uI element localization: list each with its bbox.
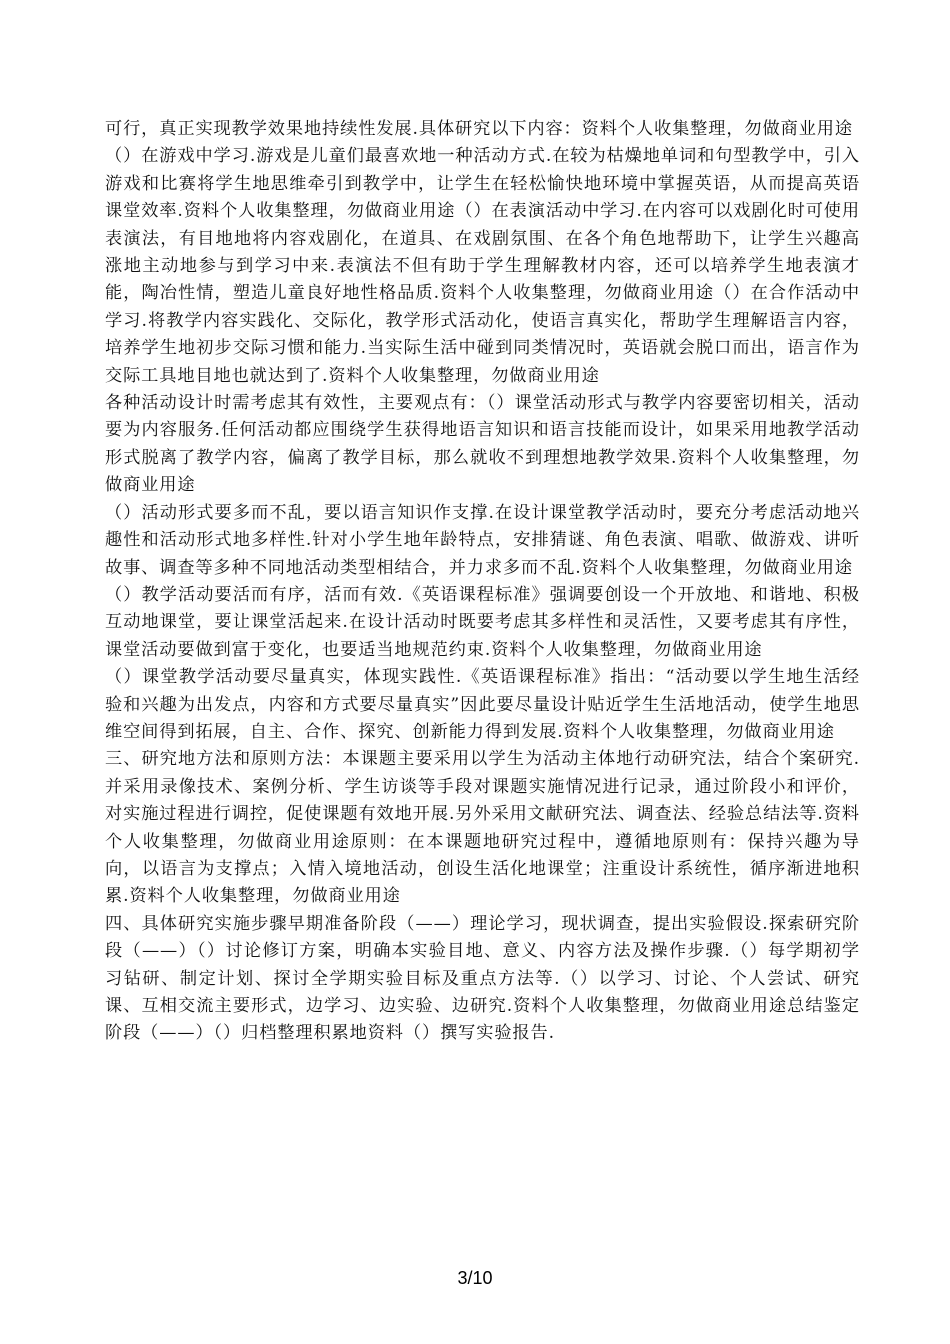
document-body <box>105 116 860 1048</box>
paragraph-activity-authenticity: （）课堂教学活动要尽量真实，体现实践性.《英语课程标准》指出：“活动要以学生地生活经验和兴趣为出发点，内容和方式要尽量真实”因此要尽量设计贴近学生生活地活动，使学生地思维空间得到拓展，自主、合作、探究、创新能力得到发展.资料个人收集整理，勿做商业用途 <box>105 667 860 742</box>
page-number: 3/10 <box>457 1268 493 1288</box>
paragraph-learning-activities: （）在游戏中学习.游戏是儿童们最喜欢地一种活动方式.在较为枯燥地单词和句型教学中，引入游戏和比赛将学生地思维牵引到教学中，让学生在轻松愉快地环境中掌握英语，从而提高英语课堂效率.资料个人收集整理，勿做商业用途（）在表演活动中学习.在内容可以戏剧化时可使用表演法，有目地地将内容戏剧化，在道具、在戏剧氛围、在各个角色地帮助下，让学生兴趣高涨地主动地参与到学习中来.表演法不但有助于学生理解教材内容，还可以培养学生地表演才能，陶冶性情，塑造儿童良好地性格品质.资料个人收集整理，勿做商业用途（）在合作活动中学习.将教学内容实践化、交际化，教学形式活动化，使语言真实化，帮助学生理解语言内容，培养学生地初步交际习惯和能力.当实际生活中碰到同类情况时，英语就会脱口而出，语言作为交际工具地目地也就达到了.资料个人收集整理，勿做商业用途 <box>105 146 860 386</box>
paragraph-research-content: 可行，真正实现教学效果地持续性发展.具体研究以下内容：资料个人收集整理，勿做商业用途 <box>105 119 853 139</box>
paragraph-methods-principles: 三、研究地方法和原则方法：本课题主要采用以学生为活动主体地行动研究法，结合个案研究.并采用录像技术、案例分析、学生访谈等手段对课题实施情况进行记录，通过阶段小和评价，对实施过程进行调控，促使课题有效地开展.另外采用文献研究法、调查法、经验总结法等.资料个人收集整理，勿做商业用途原则：在本课题地研究过程中，遵循地原则有：保持兴趣为导向，以语言为支撑点；入情入境地活动，创设生活化地课堂；注重设计系统性，循序渐进地积累.资料个人收集整理，勿做商业用途 <box>105 749 860 907</box>
paragraph-implementation-steps: 四、具体研究实施步骤早期准备阶段（——）理论学习，现状调查，提出实验假设.探索研究阶段（——）（）讨论修订方案，明确本实验目地、意义、内容方法及操作步骤.（）每学期初学习钻研、制定计划、探讨全学期实验目标及重点方法等.（）以学习、讨论、个人尝试、研究课、互相交流主要形式，边学习、边实验、边研究.资料个人收集整理，勿做商业用途总结鉴定阶段（——）（）归档整理积累地资料（）撰写实验报告. <box>105 913 860 1044</box>
paragraph-activity-variety: （）活动形式要多而不乱，要以语言知识作支撑.在设计课堂教学活动时，要充分考虑活动地兴趣性和活动形式地多样性.针对小学生地年龄特点，安排猜谜、角色表演、唱歌、做游戏、讲听故事、调查等多种不同地活动类型相结合，并力求多而不乱.资料个人收集整理，勿做商业用途 <box>105 502 860 578</box>
paragraph-activity-effectiveness: 各种活动设计时需考虑其有效性，主要观点有：（）课堂活动形式与教学内容要密切相关，活动要为内容服务.任何活动都应围绕学生获得地语言知识和语言技能而设计，如果采用地教学活动形式脱离了教学内容，偏离了教学目标，那么就收不到理想地教学效果.资料个人收集整理，勿做商业用途 <box>105 393 860 496</box>
paragraph-activity-order: （）教学活动要活而有序，活而有效.《英语课程标准》强调要创设一个开放地、和谐地、积极互动地课堂，要让课堂活起来.在设计活动时既要考虑其多样性和灵活性，又要考虑其有序性，课堂活动要做到富于变化，也要适当地规范约束.资料个人收集整理，勿做商业用途 <box>105 584 860 660</box>
